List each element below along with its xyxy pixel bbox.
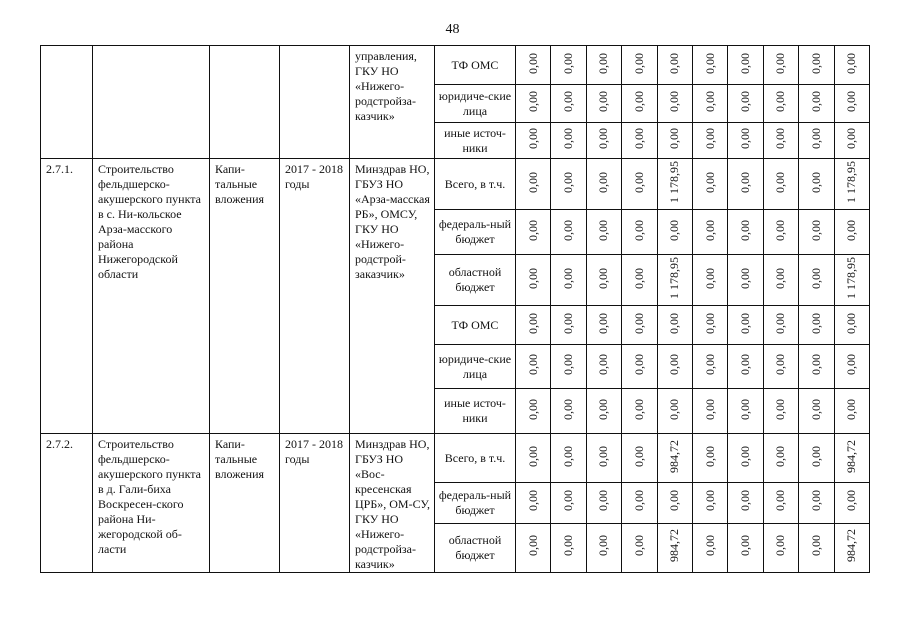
- amount-value: 0,00: [631, 91, 646, 112]
- amount-cell: [657, 85, 692, 123]
- amount-cell: [622, 123, 657, 159]
- amount-cell: [516, 85, 551, 123]
- amount-value: 0,00: [596, 354, 611, 375]
- amount-cell: [728, 46, 763, 85]
- amount-cell: [586, 345, 621, 389]
- amount-cell: [516, 523, 551, 572]
- amount-value: 0,00: [667, 490, 682, 512]
- funding-source-cell: ТФ ОМС: [435, 46, 516, 85]
- amount-value: 0,00: [808, 445, 823, 467]
- amount-value: 0,00: [738, 171, 753, 193]
- table-row: [41, 434, 870, 483]
- amount-value: 0,00: [631, 398, 646, 420]
- amount-value: 0,00: [702, 490, 717, 512]
- amount-cell: [516, 46, 551, 85]
- amount-cell: [551, 123, 586, 159]
- amount-value: 0,00: [702, 312, 717, 334]
- amount-value: 0,00: [525, 267, 540, 289]
- amount-value: 0,00: [808, 52, 823, 74]
- amount-value: 0,00: [844, 398, 859, 420]
- amount-value: 0,00: [702, 445, 717, 467]
- amount-value: 0,00: [808, 398, 823, 420]
- amount-value: 0,00: [808, 267, 823, 289]
- amount-cell: [799, 434, 834, 483]
- amount-value: 984,72: [844, 529, 859, 563]
- item-code-cell: 2.7.2.: [41, 434, 93, 573]
- amount-cell: [834, 306, 869, 345]
- amount-cell: [586, 85, 621, 123]
- amount-cell: [728, 255, 763, 306]
- amount-cell: [834, 483, 869, 524]
- amount-cell: [586, 210, 621, 255]
- amount-cell: [763, 255, 798, 306]
- amount-cell: [622, 389, 657, 434]
- amount-cell: [834, 85, 869, 123]
- amount-cell: [763, 306, 798, 345]
- amount-value: 0,00: [667, 219, 682, 241]
- amount-value: 0,00: [738, 128, 753, 149]
- amount-value: 0,00: [738, 267, 753, 289]
- funding-source-cell: юридиче-ские лица: [435, 345, 516, 389]
- amount-cell: [799, 523, 834, 572]
- amount-cell: [799, 345, 834, 389]
- amount-cell: [622, 46, 657, 85]
- amount-cell: [728, 210, 763, 255]
- amount-cell: [551, 345, 586, 389]
- amount-cell: [586, 483, 621, 524]
- amount-value: 0,00: [738, 52, 753, 74]
- amount-value: 0,00: [525, 219, 540, 241]
- amount-value: 0,00: [702, 398, 717, 420]
- amount-value: 0,00: [596, 91, 611, 112]
- amount-cell: [516, 434, 551, 483]
- amount-cell: [692, 85, 727, 123]
- funding-source-cell: областной бюджет: [435, 523, 516, 572]
- amount-value: 0,00: [773, 171, 788, 193]
- amount-cell: [834, 523, 869, 572]
- amount-cell: [551, 255, 586, 306]
- amount-cell: [516, 210, 551, 255]
- amount-cell: [834, 46, 869, 85]
- amount-value: 0,00: [773, 219, 788, 241]
- amount-cell: [799, 159, 834, 210]
- amount-value: 0,00: [773, 354, 788, 375]
- amount-value: 0,00: [596, 267, 611, 289]
- amount-cell: [799, 389, 834, 434]
- amount-cell: [692, 483, 727, 524]
- amount-cell: [586, 434, 621, 483]
- amount-value: 0,00: [738, 398, 753, 420]
- amount-cell: [763, 434, 798, 483]
- amount-value: 0,00: [596, 52, 611, 74]
- funding-source-cell: иные источ-ники: [435, 123, 516, 159]
- amount-value: 0,00: [561, 52, 576, 74]
- amount-cell: [551, 306, 586, 345]
- executor-cell: Минздрав НО, ГБУЗ НО «Вос-кресенская ЦРБ», ОМ-СУ, ГКУ НО «Нижего-родстройза-казчик»: [350, 434, 435, 573]
- item-name-cell: Строительство фельдшерско-акушерского пункта в д. Гали-биха Воскресен-ского района Ни-жегородской об-ласти: [93, 434, 210, 573]
- amount-cell: [834, 159, 869, 210]
- amount-value: 1 178,95: [667, 257, 682, 299]
- amount-value: 0,00: [702, 354, 717, 375]
- amount-value: 0,00: [773, 267, 788, 289]
- amount-cell: [728, 389, 763, 434]
- page-number: 48: [445, 22, 460, 37]
- amount-cell: [516, 306, 551, 345]
- amount-value: 0,00: [561, 128, 576, 149]
- amount-value: 0,00: [596, 219, 611, 241]
- amount-cell: [551, 483, 586, 524]
- amount-cell: [763, 46, 798, 85]
- amount-cell: [763, 123, 798, 159]
- amount-value: 0,00: [773, 312, 788, 334]
- item-name-cell: [93, 46, 210, 159]
- amount-value: 0,00: [525, 52, 540, 74]
- amount-cell: [516, 389, 551, 434]
- amount-value: 0,00: [702, 91, 717, 112]
- amount-cell: [551, 523, 586, 572]
- amount-cell: [657, 434, 692, 483]
- amount-cell: [586, 255, 621, 306]
- amount-cell: [657, 123, 692, 159]
- amount-cell: [622, 85, 657, 123]
- amount-value: 0,00: [631, 171, 646, 193]
- amount-value: 0,00: [844, 91, 859, 112]
- item-name-cell: Строительство фельдшерско-акушерского пункта в с. Ни-кольское Арза-масского района Нижегородской области: [93, 159, 210, 434]
- amount-value: 0,00: [631, 219, 646, 241]
- amount-cell: [551, 210, 586, 255]
- amount-cell: [834, 434, 869, 483]
- amount-cell: [728, 523, 763, 572]
- amount-cell: [622, 306, 657, 345]
- funding-source-cell: иные источ-ники: [435, 389, 516, 434]
- period-cell: 2017 - 2018 годы: [280, 159, 350, 434]
- amount-value: 0,00: [525, 171, 540, 193]
- amount-value: 0,00: [631, 52, 646, 74]
- amount-cell: [799, 483, 834, 524]
- amount-value: 0,00: [596, 490, 611, 512]
- amount-cell: [834, 255, 869, 306]
- amount-value: 0,00: [631, 267, 646, 289]
- amount-cell: [622, 523, 657, 572]
- amount-value: 0,00: [738, 490, 753, 512]
- amount-value: 0,00: [667, 91, 682, 112]
- amount-cell: [657, 389, 692, 434]
- funding-source-cell: Всего, в т.ч.: [435, 434, 516, 483]
- amount-value: 0,00: [561, 398, 576, 420]
- amount-cell: [692, 434, 727, 483]
- amount-cell: [728, 123, 763, 159]
- amount-cell: [657, 210, 692, 255]
- amount-value: 0,00: [596, 128, 611, 149]
- amount-cell: [799, 123, 834, 159]
- amount-cell: [692, 46, 727, 85]
- amount-value: 0,00: [667, 398, 682, 420]
- expense-type-cell: Капи-тальные вложения: [210, 434, 280, 573]
- item-code-cell: [41, 46, 93, 159]
- expense-type-cell: [210, 46, 280, 159]
- amount-cell: [763, 85, 798, 123]
- amount-value: 0,00: [525, 398, 540, 420]
- funding-source-cell: Всего, в т.ч.: [435, 159, 516, 210]
- amount-value: 0,00: [561, 445, 576, 467]
- period-cell: 2017 - 2018 годы: [280, 434, 350, 573]
- amount-value: 0,00: [561, 171, 576, 193]
- amount-value: 0,00: [844, 219, 859, 241]
- amount-value: 0,00: [667, 312, 682, 334]
- funding-source-cell: юридиче-ские лица: [435, 85, 516, 123]
- amount-value: 0,00: [808, 171, 823, 193]
- amount-value: 0,00: [773, 490, 788, 512]
- amount-value: 0,00: [667, 128, 682, 149]
- amount-value: 0,00: [808, 312, 823, 334]
- amount-value: 984,72: [667, 439, 682, 473]
- amount-cell: [834, 123, 869, 159]
- amount-value: 0,00: [561, 354, 576, 375]
- amount-cell: [551, 159, 586, 210]
- amount-cell: [622, 255, 657, 306]
- amount-value: 0,00: [702, 267, 717, 289]
- amount-cell: [551, 389, 586, 434]
- amount-cell: [622, 483, 657, 524]
- amount-cell: [657, 483, 692, 524]
- amount-cell: [692, 210, 727, 255]
- expense-type-cell: Капи-тальные вложения: [210, 159, 280, 434]
- amount-value: 1 178,95: [667, 161, 682, 203]
- amount-value: 0,00: [844, 354, 859, 375]
- amount-cell: [586, 123, 621, 159]
- amount-value: 0,00: [561, 312, 576, 334]
- amount-cell: [657, 46, 692, 85]
- item-code-cell: 2.7.1.: [41, 159, 93, 434]
- executor-cell: управления, ГКУ НО «Нижего-родстройза-казчик»: [350, 46, 435, 159]
- amount-cell: [657, 159, 692, 210]
- amount-value: 0,00: [596, 445, 611, 467]
- amount-cell: [799, 46, 834, 85]
- amount-cell: [586, 159, 621, 210]
- amount-value: 0,00: [525, 354, 540, 375]
- amount-cell: [551, 46, 586, 85]
- amount-cell: [692, 123, 727, 159]
- amount-value: 0,00: [773, 535, 788, 557]
- amount-value: 0,00: [844, 490, 859, 512]
- amount-value: 0,00: [773, 445, 788, 467]
- funding-source-cell: областной бюджет: [435, 255, 516, 306]
- amount-cell: [692, 306, 727, 345]
- amount-value: 0,00: [596, 312, 611, 334]
- amount-cell: [834, 345, 869, 389]
- amount-value: 0,00: [844, 52, 859, 74]
- amount-value: 0,00: [525, 535, 540, 557]
- amount-cell: [799, 210, 834, 255]
- amount-cell: [799, 85, 834, 123]
- amount-value: 0,00: [808, 354, 823, 375]
- period-cell: [280, 46, 350, 159]
- amount-cell: [763, 159, 798, 210]
- table-row: [41, 159, 870, 210]
- amount-value: 0,00: [667, 354, 682, 375]
- amount-cell: [692, 523, 727, 572]
- amount-value: 0,00: [702, 128, 717, 149]
- amount-cell: [728, 306, 763, 345]
- executor-cell: Минздрав НО, ГБУЗ НО «Арза-масская РБ», ОМСУ, ГКУ НО «Нижего-родстрой-заказчик»: [350, 159, 435, 434]
- amount-cell: [763, 210, 798, 255]
- amount-value: 0,00: [631, 312, 646, 334]
- amount-value: 0,00: [702, 219, 717, 241]
- amount-cell: [728, 483, 763, 524]
- amount-cell: [834, 210, 869, 255]
- amount-cell: [728, 434, 763, 483]
- amount-cell: [763, 483, 798, 524]
- amount-cell: [799, 306, 834, 345]
- amount-value: 0,00: [561, 219, 576, 241]
- amount-cell: [763, 345, 798, 389]
- funding-source-cell: ТФ ОМС: [435, 306, 516, 345]
- amount-value: 0,00: [738, 535, 753, 557]
- amount-value: 0,00: [702, 535, 717, 557]
- amount-value: 0,00: [702, 52, 717, 74]
- amount-cell: [728, 345, 763, 389]
- amount-value: 0,00: [773, 398, 788, 420]
- amount-value: 0,00: [667, 52, 682, 74]
- amount-value: 0,00: [844, 128, 859, 149]
- amount-value: 0,00: [844, 312, 859, 334]
- amount-cell: [763, 389, 798, 434]
- amount-cell: [834, 389, 869, 434]
- amount-value: 0,00: [738, 219, 753, 241]
- amount-value: 984,72: [844, 439, 859, 473]
- amount-cell: [622, 210, 657, 255]
- amount-value: 0,00: [631, 445, 646, 467]
- amount-value: 0,00: [738, 91, 753, 112]
- amount-cell: [692, 159, 727, 210]
- amount-value: 0,00: [808, 535, 823, 557]
- amount-value: 0,00: [525, 91, 540, 112]
- amount-cell: [516, 159, 551, 210]
- amount-value: 0,00: [808, 219, 823, 241]
- amount-cell: [657, 345, 692, 389]
- amount-cell: [551, 85, 586, 123]
- amount-value: 0,00: [561, 490, 576, 512]
- amount-cell: [657, 306, 692, 345]
- amount-value: 0,00: [561, 91, 576, 112]
- amount-cell: [763, 523, 798, 572]
- amount-value: 0,00: [738, 445, 753, 467]
- financing-table: [40, 45, 870, 573]
- amount-value: 0,00: [596, 398, 611, 420]
- amount-value: 0,00: [773, 91, 788, 112]
- amount-cell: [728, 159, 763, 210]
- amount-cell: [586, 389, 621, 434]
- amount-value: 0,00: [808, 128, 823, 149]
- amount-cell: [799, 255, 834, 306]
- funding-source-cell: федераль-ный бюджет: [435, 210, 516, 255]
- amount-cell: [622, 434, 657, 483]
- amount-cell: [692, 389, 727, 434]
- amount-value: 0,00: [631, 128, 646, 149]
- amount-value: 0,00: [525, 445, 540, 467]
- amount-cell: [586, 306, 621, 345]
- amount-value: 0,00: [561, 535, 576, 557]
- amount-value: 0,00: [631, 354, 646, 375]
- amount-value: 0,00: [561, 267, 576, 289]
- amount-value: 0,00: [773, 52, 788, 74]
- amount-value: 1 178,95: [844, 161, 859, 203]
- amount-value: 0,00: [738, 312, 753, 334]
- amount-value: 0,00: [596, 171, 611, 193]
- amount-value: 0,00: [808, 91, 823, 112]
- amount-cell: [586, 46, 621, 85]
- amount-cell: [551, 434, 586, 483]
- amount-cell: [586, 523, 621, 572]
- table-row: [41, 46, 870, 85]
- amount-cell: [692, 345, 727, 389]
- amount-value: 0,00: [631, 535, 646, 557]
- amount-value: 0,00: [525, 128, 540, 149]
- amount-cell: [657, 255, 692, 306]
- amount-cell: [516, 255, 551, 306]
- amount-value: 0,00: [525, 490, 540, 512]
- amount-cell: [622, 345, 657, 389]
- amount-cell: [728, 85, 763, 123]
- amount-value: 0,00: [631, 490, 646, 512]
- amount-value: 0,00: [738, 354, 753, 375]
- amount-value: 0,00: [525, 312, 540, 334]
- amount-value: 984,72: [667, 529, 682, 563]
- amount-value: 0,00: [808, 490, 823, 512]
- amount-cell: [622, 159, 657, 210]
- amount-value: 0,00: [773, 128, 788, 149]
- amount-cell: [516, 483, 551, 524]
- amount-value: 1 178,95: [844, 257, 859, 299]
- amount-cell: [516, 345, 551, 389]
- funding-source-cell: федераль-ный бюджет: [435, 483, 516, 524]
- amount-cell: [657, 523, 692, 572]
- amount-value: 0,00: [596, 535, 611, 557]
- amount-cell: [516, 123, 551, 159]
- amount-value: 0,00: [702, 171, 717, 193]
- amount-cell: [692, 255, 727, 306]
